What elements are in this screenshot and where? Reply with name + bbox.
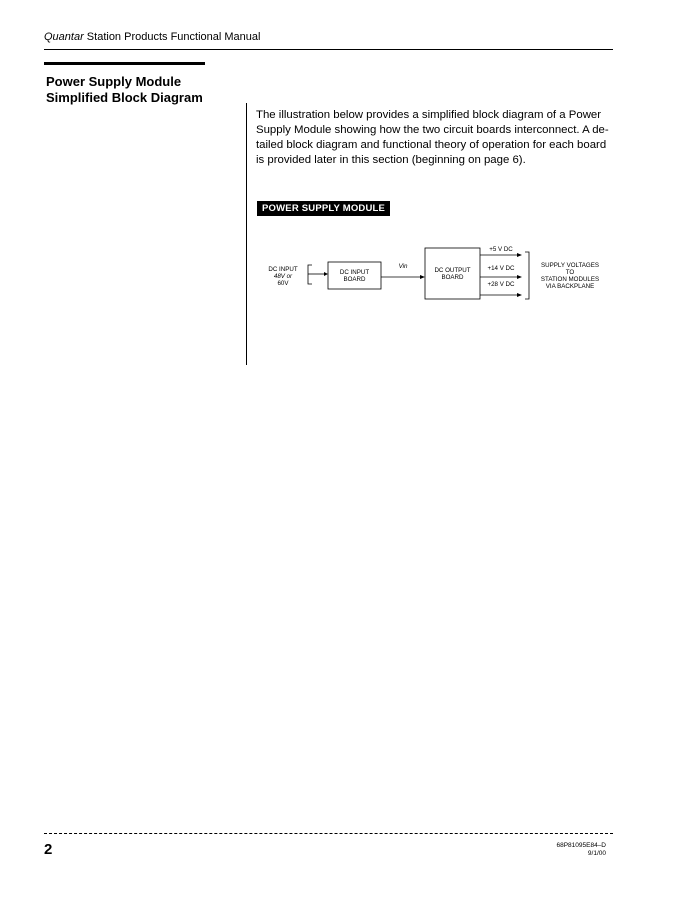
body-line: tailed block diagram and functional theory of operation for each board [256, 139, 607, 151]
footer-rule [44, 833, 613, 834]
section-heading-line2: Simplified Block Diagram [46, 90, 203, 105]
input-label-line: DC INPUT [268, 266, 298, 273]
vin-arrowhead [420, 275, 425, 279]
input-label-line: 60V [277, 280, 289, 287]
destination-label-line: STATION MODULES [540, 276, 600, 283]
input-arrowhead [324, 272, 328, 276]
page-number: 2 [44, 841, 53, 858]
block-diagram [250, 235, 620, 315]
input-bracket [308, 265, 312, 284]
body-paragraph [256, 108, 616, 168]
output-arrowhead [517, 275, 522, 279]
figure-title: POWER SUPPLY MODULE [257, 201, 390, 216]
dc-output-board-label: DC OUTPUT [434, 267, 471, 274]
output-voltage-label: +14 V DC [487, 265, 515, 272]
header-title-italic: Quantar [44, 31, 84, 43]
document-number: 68P81095E84–D [556, 842, 606, 849]
body-line: is provided later in this section (beginning on page 6). [256, 154, 526, 166]
section-heading-line1: Power Supply Module [46, 74, 182, 89]
section-heading [46, 74, 203, 106]
header-rule [44, 49, 613, 50]
destination-bracket [525, 252, 529, 299]
header-title-rest: Station Products Functional Manual [83, 31, 261, 43]
input-label-line: 48V or [273, 273, 293, 280]
output-arrowhead [517, 253, 522, 257]
dc-input-board-label: DC INPUT [339, 269, 370, 276]
section-bar [44, 62, 205, 65]
destination-label-line: TO [565, 269, 575, 276]
change-bar [246, 103, 247, 365]
vin-label: Vin [398, 263, 408, 270]
body-line: Supply Module showing how the two circuit boards interconnect. A de- [256, 124, 609, 136]
document-id [500, 842, 606, 858]
output-arrowhead [517, 293, 522, 297]
destination-label-line: VIA BACKPLANE [545, 283, 595, 290]
page-header-title [44, 31, 260, 43]
destination-label-line: SUPPLY VOLTAGES [541, 262, 599, 269]
output-voltage-label: +28 V DC [487, 281, 515, 288]
dc-input-board-label: BOARD [343, 276, 366, 283]
body-line: The illustration below provides a simplified block diagram of a Power [256, 109, 602, 121]
output-voltage-label: +5 V DC [489, 246, 513, 253]
dc-output-board-label: BOARD [441, 274, 464, 281]
document-date: 9/1/00 [587, 850, 606, 857]
